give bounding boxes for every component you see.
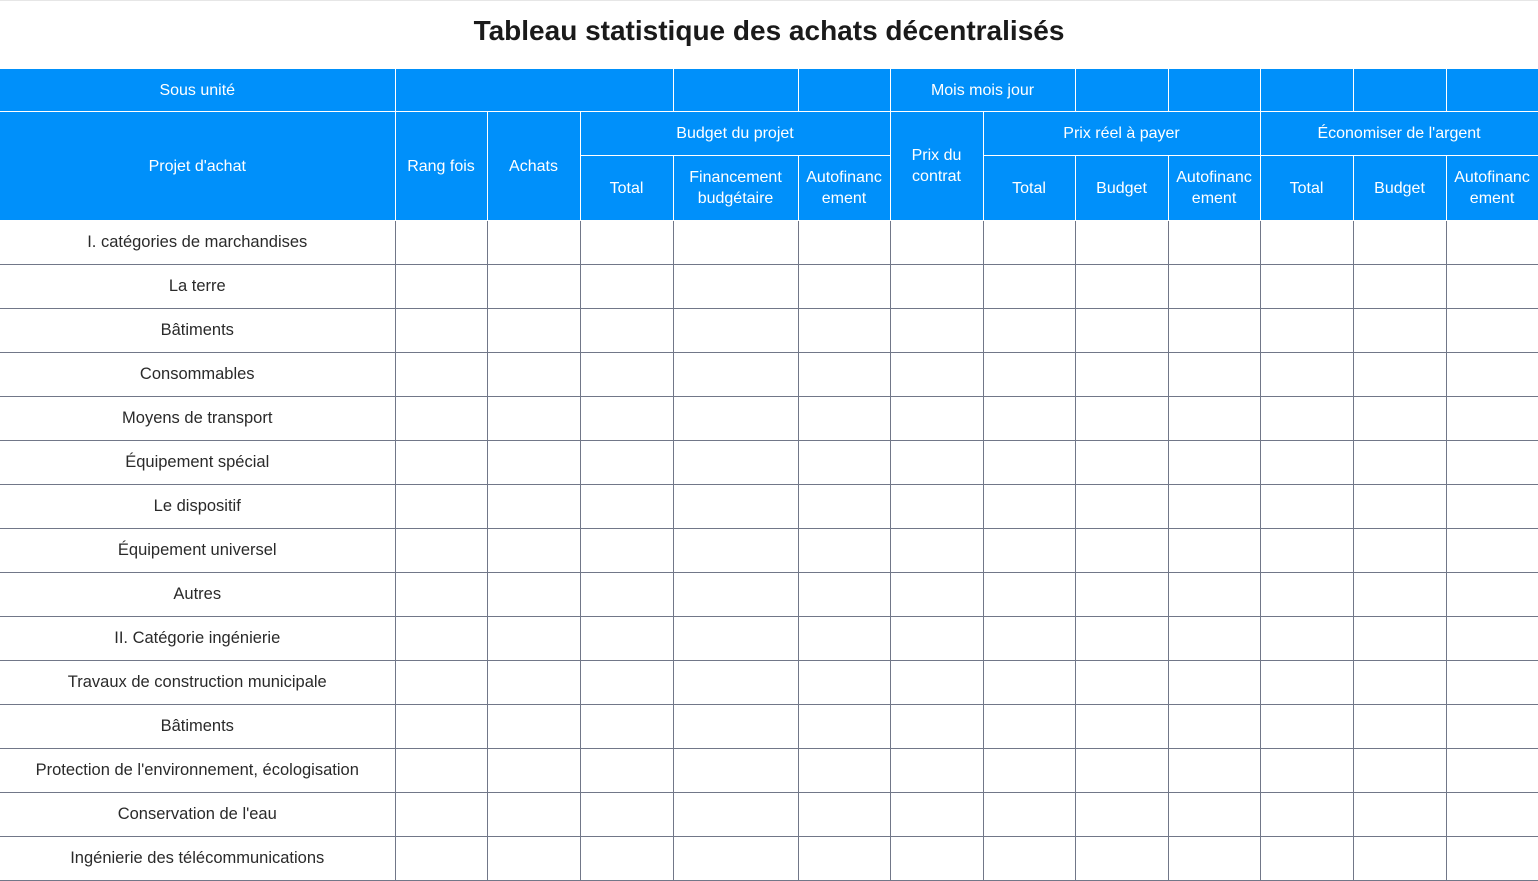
data-cell[interactable]	[395, 265, 487, 309]
data-cell[interactable]	[580, 617, 673, 661]
data-cell[interactable]	[1168, 529, 1260, 573]
row-label: Autres	[0, 573, 395, 617]
data-cell[interactable]	[798, 221, 890, 265]
data-cell[interactable]	[798, 309, 890, 353]
sv-self-header	[1446, 156, 1538, 221]
pb-self-label: Autofinancement	[806, 169, 882, 207]
data-cell[interactable]	[1168, 309, 1260, 353]
data-cell[interactable]	[1353, 221, 1446, 265]
data-cell[interactable]	[487, 661, 580, 705]
data-cell[interactable]	[673, 661, 798, 705]
data-cell[interactable]	[1353, 397, 1446, 441]
data-cell[interactable]	[890, 485, 983, 529]
savings-header: Économiser de l'argent	[1260, 112, 1538, 156]
data-cell[interactable]	[798, 793, 890, 837]
data-cell[interactable]	[890, 397, 983, 441]
data-cell[interactable]	[890, 221, 983, 265]
table-row	[0, 441, 1538, 485]
data-cell[interactable]	[1446, 221, 1538, 265]
real-price-header: Prix réel à payer	[983, 112, 1260, 156]
data-cell[interactable]	[798, 265, 890, 309]
data-cell[interactable]	[983, 617, 1075, 661]
data-cell[interactable]	[580, 309, 673, 353]
header-blank-cell[interactable]	[1168, 69, 1260, 112]
data-cell[interactable]	[1260, 749, 1353, 793]
data-cell[interactable]	[487, 837, 580, 881]
data-cell[interactable]	[1168, 221, 1260, 265]
data-cell[interactable]	[1168, 661, 1260, 705]
data-cell[interactable]	[1168, 485, 1260, 529]
row-label: Moyens de transport	[0, 397, 395, 441]
data-cell[interactable]	[798, 617, 890, 661]
data-cell[interactable]	[798, 705, 890, 749]
data-cell[interactable]	[798, 749, 890, 793]
data-cell[interactable]	[580, 529, 673, 573]
data-cell[interactable]	[395, 529, 487, 573]
data-cell[interactable]	[1168, 265, 1260, 309]
page-title: Tableau statistique des achats décentralisés	[473, 15, 1065, 46]
data-cell[interactable]	[395, 309, 487, 353]
data-cell[interactable]	[673, 793, 798, 837]
rp-total-header: Total	[983, 156, 1075, 221]
pb-financing-header	[673, 156, 798, 221]
pb-financing-label: Financement budgétaire	[689, 169, 782, 207]
data-cell[interactable]	[798, 573, 890, 617]
data-cell[interactable]	[983, 837, 1075, 881]
row-label: I. catégories de marchandises	[0, 221, 395, 265]
data-cell[interactable]	[1075, 265, 1168, 309]
header-blank-cell[interactable]	[673, 69, 798, 112]
data-cell[interactable]	[580, 485, 673, 529]
table-row	[0, 573, 1538, 617]
data-cell[interactable]	[1075, 837, 1168, 881]
data-cell[interactable]	[983, 705, 1075, 749]
pb-total-header: Total	[580, 156, 673, 221]
data-cell[interactable]	[983, 265, 1075, 309]
data-cell[interactable]	[673, 353, 798, 397]
rp-self-header	[1168, 156, 1260, 221]
statistics-table	[0, 68, 1538, 881]
data-cell[interactable]	[580, 265, 673, 309]
data-cell[interactable]	[1353, 705, 1446, 749]
data-cell[interactable]	[1446, 529, 1538, 573]
data-cell[interactable]	[487, 441, 580, 485]
data-cell[interactable]	[673, 265, 798, 309]
data-cell[interactable]	[1446, 837, 1538, 881]
data-cell[interactable]	[890, 529, 983, 573]
data-cell[interactable]	[487, 353, 580, 397]
row-label: Ingénierie des télécommunications	[0, 837, 395, 881]
data-cell[interactable]	[1075, 441, 1168, 485]
sub-unit-value-cell[interactable]	[395, 69, 673, 112]
data-cell[interactable]	[395, 353, 487, 397]
data-cell[interactable]	[1168, 749, 1260, 793]
data-cell[interactable]	[580, 397, 673, 441]
data-cell[interactable]	[1446, 573, 1538, 617]
data-cell[interactable]	[1353, 485, 1446, 529]
table-row	[0, 749, 1538, 793]
data-cell[interactable]	[890, 661, 983, 705]
data-cell[interactable]	[1260, 221, 1353, 265]
header-blank-cell[interactable]	[798, 69, 890, 112]
data-cell[interactable]	[487, 221, 580, 265]
data-cell[interactable]	[1260, 441, 1353, 485]
data-cell[interactable]	[673, 617, 798, 661]
data-cell[interactable]	[580, 441, 673, 485]
row-label: Bâtiments	[0, 705, 395, 749]
data-cell[interactable]	[983, 397, 1075, 441]
data-cell[interactable]	[1075, 485, 1168, 529]
data-cell[interactable]	[580, 353, 673, 397]
data-cell[interactable]	[1446, 353, 1538, 397]
data-cell[interactable]	[1075, 397, 1168, 441]
row-label: Protection de l'environnement, écologisation	[0, 749, 395, 793]
data-cell[interactable]	[983, 441, 1075, 485]
row-label: La terre	[0, 265, 395, 309]
table-row	[0, 221, 1538, 265]
row-label: Conservation de l'eau	[0, 793, 395, 837]
data-cell[interactable]	[1446, 397, 1538, 441]
data-cell[interactable]	[1446, 441, 1538, 485]
data-cell[interactable]	[487, 529, 580, 573]
data-cell[interactable]	[983, 309, 1075, 353]
data-cell[interactable]	[1353, 793, 1446, 837]
data-cell[interactable]	[1260, 705, 1353, 749]
project-header: Projet d'achat	[0, 112, 395, 221]
data-cell[interactable]	[890, 353, 983, 397]
header-blank-cell[interactable]	[1446, 69, 1538, 112]
data-cell[interactable]	[1260, 661, 1353, 705]
data-cell[interactable]	[1168, 617, 1260, 661]
data-cell[interactable]	[983, 793, 1075, 837]
data-cell[interactable]	[673, 441, 798, 485]
row-label: II. Catégorie ingénierie	[0, 617, 395, 661]
table-row	[0, 485, 1538, 529]
data-cell[interactable]	[1168, 573, 1260, 617]
data-cell[interactable]	[1075, 661, 1168, 705]
data-cell[interactable]	[1075, 793, 1168, 837]
data-cell[interactable]	[580, 837, 673, 881]
row-label: Équipement universel	[0, 529, 395, 573]
table-row	[0, 353, 1538, 397]
row-label: Travaux de construction municipale	[0, 661, 395, 705]
table-row	[0, 397, 1538, 441]
data-cell[interactable]	[580, 221, 673, 265]
data-cell[interactable]	[673, 529, 798, 573]
data-cell[interactable]	[1260, 793, 1353, 837]
data-cell[interactable]	[1353, 573, 1446, 617]
data-cell[interactable]	[798, 529, 890, 573]
data-cell[interactable]	[1353, 265, 1446, 309]
data-cell[interactable]	[1168, 441, 1260, 485]
data-cell[interactable]	[673, 837, 798, 881]
data-cell[interactable]	[1260, 837, 1353, 881]
data-cell[interactable]	[1446, 793, 1538, 837]
data-cell[interactable]	[1446, 485, 1538, 529]
data-cell[interactable]	[1446, 617, 1538, 661]
data-cell[interactable]	[1075, 749, 1168, 793]
data-cell[interactable]	[1168, 705, 1260, 749]
data-cell[interactable]	[580, 793, 673, 837]
sv-total-header: Total	[1260, 156, 1353, 221]
data-cell[interactable]	[395, 837, 487, 881]
data-cell[interactable]	[798, 837, 890, 881]
data-cell[interactable]	[1353, 661, 1446, 705]
data-cell[interactable]	[487, 793, 580, 837]
data-cell[interactable]	[1260, 485, 1353, 529]
data-cell[interactable]	[890, 837, 983, 881]
data-cell[interactable]	[1446, 309, 1538, 353]
data-cell[interactable]	[798, 397, 890, 441]
sub-unit-header: Sous unité	[0, 69, 395, 112]
data-cell[interactable]	[673, 705, 798, 749]
top-border	[0, 0, 1538, 1]
data-cell[interactable]	[487, 397, 580, 441]
project-budget-header: Budget du projet	[580, 112, 890, 156]
data-cell[interactable]	[673, 749, 798, 793]
table-row	[0, 837, 1538, 881]
data-cell[interactable]	[890, 617, 983, 661]
data-cell[interactable]	[983, 353, 1075, 397]
data-cell[interactable]	[487, 749, 580, 793]
data-cell[interactable]	[1075, 309, 1168, 353]
data-cell[interactable]	[1353, 617, 1446, 661]
data-cell[interactable]	[1446, 661, 1538, 705]
data-cell[interactable]	[1446, 749, 1538, 793]
row-label: Équipement spécial	[0, 441, 395, 485]
data-cell[interactable]	[1353, 749, 1446, 793]
data-cell[interactable]	[983, 485, 1075, 529]
data-cell[interactable]	[487, 573, 580, 617]
data-cell[interactable]	[1353, 529, 1446, 573]
header-row-1	[0, 69, 1538, 112]
data-cell[interactable]	[1260, 529, 1353, 573]
table-row	[0, 265, 1538, 309]
data-cell[interactable]	[983, 529, 1075, 573]
data-cell[interactable]	[798, 353, 890, 397]
data-cell[interactable]	[395, 661, 487, 705]
data-cell[interactable]	[395, 221, 487, 265]
row-label: Bâtiments	[0, 309, 395, 353]
data-cell[interactable]	[890, 573, 983, 617]
data-cell[interactable]	[395, 749, 487, 793]
data-cell[interactable]	[395, 485, 487, 529]
data-cell[interactable]	[580, 749, 673, 793]
data-cell[interactable]	[1260, 617, 1353, 661]
header-blank-cell[interactable]	[1075, 69, 1168, 112]
data-cell[interactable]	[798, 441, 890, 485]
data-cell[interactable]	[1168, 397, 1260, 441]
data-cell[interactable]	[798, 661, 890, 705]
table-row	[0, 529, 1538, 573]
contract-price-header	[890, 112, 983, 221]
rp-self-label: Autofinancement	[1176, 169, 1252, 207]
data-cell[interactable]	[983, 661, 1075, 705]
data-cell[interactable]	[890, 749, 983, 793]
data-cell[interactable]	[1260, 573, 1353, 617]
rp-budget-header: Budget	[1075, 156, 1168, 221]
pb-self-header	[798, 156, 890, 221]
data-cell[interactable]	[580, 573, 673, 617]
table-row	[0, 309, 1538, 353]
data-cell[interactable]	[1168, 353, 1260, 397]
data-cell[interactable]	[487, 617, 580, 661]
purchases-header: Achats	[487, 112, 580, 221]
date-header: Mois mois jour	[890, 69, 1075, 112]
data-cell[interactable]	[1075, 573, 1168, 617]
header-row-2	[0, 112, 1538, 156]
data-cell[interactable]	[673, 221, 798, 265]
data-cell[interactable]	[487, 705, 580, 749]
data-cell[interactable]	[1075, 353, 1168, 397]
data-cell[interactable]	[1260, 353, 1353, 397]
table-row	[0, 617, 1538, 661]
data-cell[interactable]	[487, 485, 580, 529]
data-cell[interactable]	[1353, 309, 1446, 353]
row-label: Consommables	[0, 353, 395, 397]
data-cell[interactable]	[983, 221, 1075, 265]
sv-self-label: Autofinancement	[1454, 169, 1530, 207]
contract-price-label: Prix du contrat	[911, 147, 962, 185]
data-cell[interactable]	[798, 485, 890, 529]
data-cell[interactable]	[673, 309, 798, 353]
table-row	[0, 661, 1538, 705]
data-cell[interactable]	[1260, 265, 1353, 309]
data-cell[interactable]	[890, 705, 983, 749]
data-cell[interactable]	[890, 441, 983, 485]
data-cell[interactable]	[395, 705, 487, 749]
data-cell[interactable]	[1075, 221, 1168, 265]
data-cell[interactable]	[395, 441, 487, 485]
header-blank-cell[interactable]	[1260, 69, 1353, 112]
data-cell[interactable]	[1446, 705, 1538, 749]
data-cell[interactable]	[1168, 793, 1260, 837]
data-cell[interactable]	[1353, 441, 1446, 485]
data-cell[interactable]	[673, 485, 798, 529]
data-cell[interactable]	[983, 749, 1075, 793]
data-cell[interactable]	[580, 661, 673, 705]
data-cell[interactable]	[1260, 309, 1353, 353]
data-cell[interactable]	[395, 793, 487, 837]
data-cell[interactable]	[890, 265, 983, 309]
data-cell[interactable]	[890, 793, 983, 837]
data-cell[interactable]	[487, 265, 580, 309]
row-label: Le dispositif	[0, 485, 395, 529]
table-row	[0, 793, 1538, 837]
data-cell[interactable]	[1353, 837, 1446, 881]
data-cell[interactable]	[1168, 837, 1260, 881]
data-cell[interactable]	[983, 573, 1075, 617]
data-cell[interactable]	[1353, 353, 1446, 397]
data-cell[interactable]	[1446, 265, 1538, 309]
data-cell[interactable]	[395, 617, 487, 661]
data-cell[interactable]	[580, 705, 673, 749]
data-cell[interactable]	[395, 573, 487, 617]
data-cell[interactable]	[487, 309, 580, 353]
data-cell[interactable]	[673, 573, 798, 617]
rank-header: Rang fois	[395, 112, 487, 221]
header-blank-cell[interactable]	[1353, 69, 1446, 112]
data-cell[interactable]	[1260, 397, 1353, 441]
data-cell[interactable]	[395, 397, 487, 441]
data-cell[interactable]	[1075, 529, 1168, 573]
data-cell[interactable]	[1075, 617, 1168, 661]
data-cell[interactable]	[890, 309, 983, 353]
table-row	[0, 705, 1538, 749]
data-cell[interactable]	[673, 397, 798, 441]
data-cell[interactable]	[1075, 705, 1168, 749]
sv-budget-header: Budget	[1353, 156, 1446, 221]
